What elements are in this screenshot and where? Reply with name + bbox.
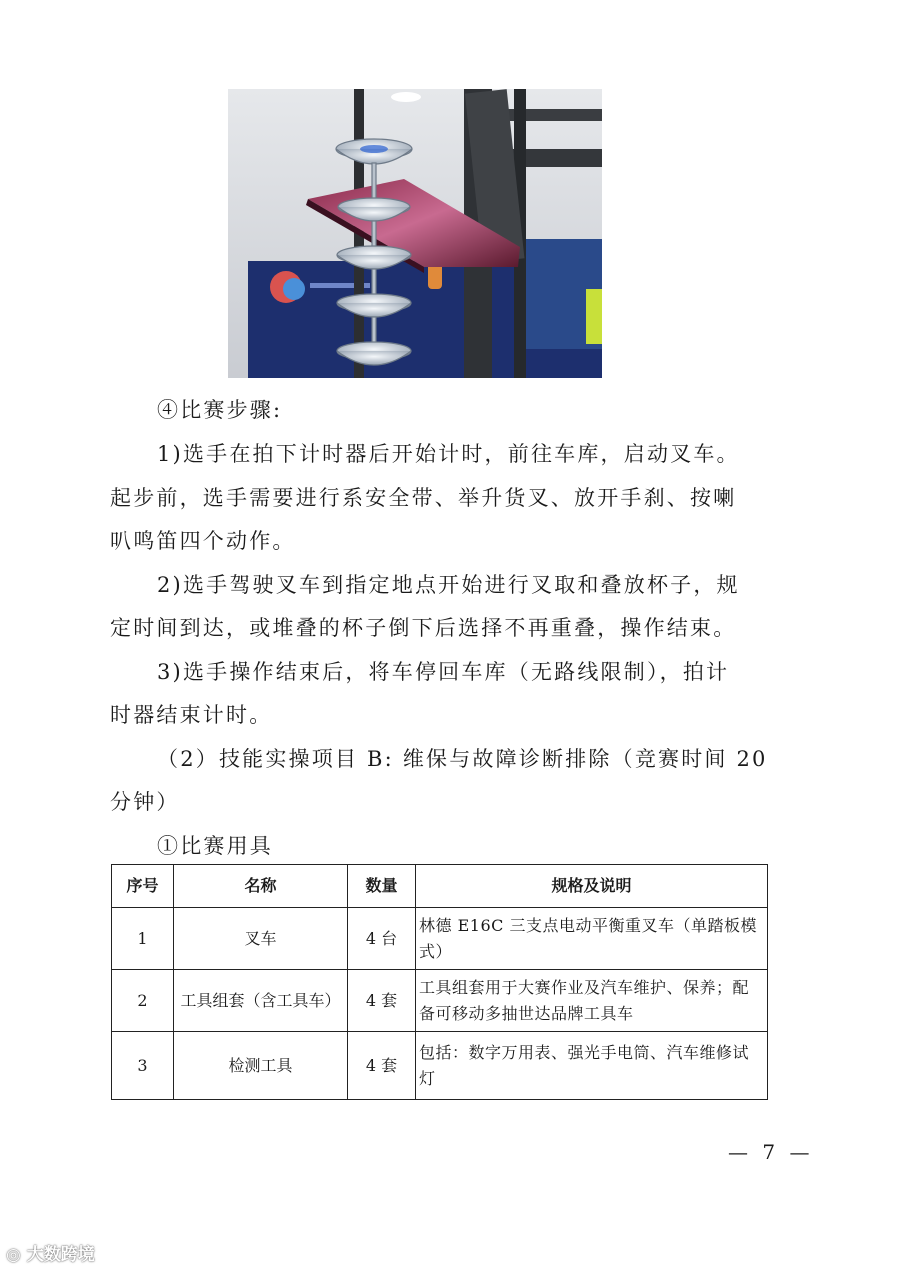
row-no: 3 <box>112 1032 174 1100</box>
table-header-row <box>112 865 768 908</box>
watermark-text: 大数跨境 <box>26 1245 95 1265</box>
row-spec: 工具组套用于大赛作业及汽车维护、保养；配备可移动多抽世达品牌工具车 <box>416 970 768 1032</box>
row-name: 检测工具 <box>174 1032 348 1100</box>
equipment-table <box>111 864 768 1100</box>
project-b-line2: 分钟） <box>110 790 180 814</box>
header-spec: 规格及说明 <box>416 865 768 908</box>
header-qty: 数量 <box>348 865 416 908</box>
watermark <box>6 1240 95 1265</box>
header-no: 序号 <box>112 865 174 908</box>
row-spec: 包括：数字万用表、强光手电筒、汽车维修试灯 <box>416 1032 768 1100</box>
table-row <box>112 1032 768 1100</box>
row-name: 叉车 <box>174 908 348 970</box>
step1-line2: 起步前，选手需要进行系安全带、举升货叉、放开手刹、按喇 <box>110 486 737 510</box>
table-row <box>112 970 768 1032</box>
row-qty: 4 套 <box>348 1032 416 1100</box>
project-b-line1: （2）技能实操项目 B: 维保与故障诊断排除（竞赛时间 20 <box>157 747 768 771</box>
page-number: — 7 — <box>728 1140 814 1164</box>
row-spec: 林德 E16C 三支点电动平衡重叉车（单踏板模式） <box>416 908 768 970</box>
step1-line1: 1)选手在拍下计时器后开始计时，前往车库，启动叉车。 <box>157 442 740 466</box>
row-qty: 4 套 <box>348 970 416 1032</box>
step2-line2: 定时间到达，或堆叠的杯子倒下后选择不再重叠，操作结束。 <box>110 616 737 640</box>
header-name: 名称 <box>174 865 348 908</box>
step3-line2: 时器结束计时。 <box>110 703 273 727</box>
forklift-cup-stacking-photo <box>228 89 602 378</box>
row-qty: 4 台 <box>348 908 416 970</box>
row-no: 1 <box>112 908 174 970</box>
tools-heading: ①比赛用具 <box>157 834 273 858</box>
steps-heading: ④比赛步骤: <box>157 398 283 422</box>
row-no: 2 <box>112 970 174 1032</box>
step2-line1: 2)选手驾驶叉车到指定地点开始进行叉取和叠放杯子，规 <box>157 573 740 597</box>
watermark-logo-icon: ◎ <box>6 1245 27 1265</box>
table-row <box>112 908 768 970</box>
step1-line3: 叭鸣笛四个动作。 <box>110 529 296 553</box>
row-name: 工具组套（含工具车） <box>174 970 348 1032</box>
step3-line1: 3)选手操作结束后，将车停回车库（无路线限制），拍计 <box>157 660 730 684</box>
